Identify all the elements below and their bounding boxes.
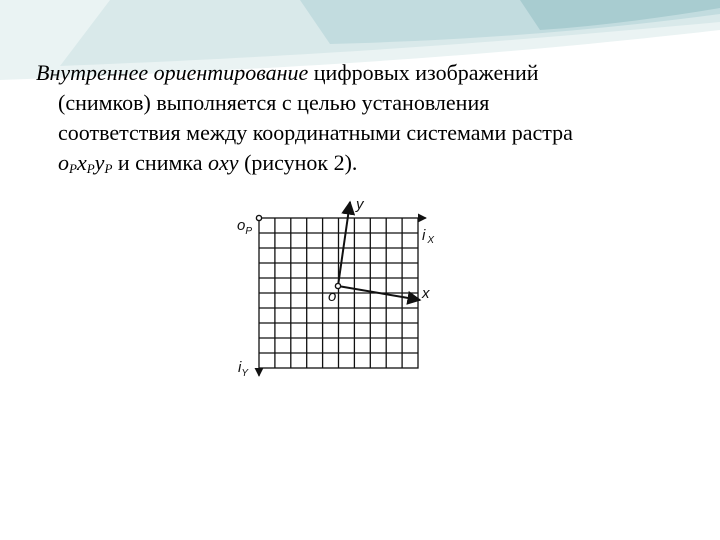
label-y-axis: y <box>356 196 364 213</box>
raster-grid <box>259 218 418 368</box>
raster-coordinate-figure <box>222 190 482 380</box>
label-x-axis: x <box>422 285 430 302</box>
raster-x-sub: P <box>86 161 95 176</box>
raster-o: o <box>58 150 69 175</box>
line1-rest: цифровых изображений <box>308 60 539 85</box>
raster-y: y <box>94 150 105 175</box>
label-o: o <box>328 288 337 305</box>
raster-x: x <box>76 150 87 175</box>
image-system-oxy: oxy <box>208 150 239 175</box>
image-y-axis <box>338 202 350 286</box>
raster-y-sub: P <box>104 161 113 176</box>
label-op: $o_P$ <box>237 217 253 237</box>
line3: соответствия между координатными системами растра <box>58 120 573 145</box>
line2: (снимков) выполняется с целью установления <box>58 90 490 115</box>
line4-middle: и снимка <box>112 150 209 175</box>
term-italic: Внутреннее ориентирование <box>36 60 309 85</box>
label-ix: i $_X$ <box>422 227 435 246</box>
raster-o-sub: P <box>69 161 77 176</box>
line4-end: (рисунок 2). <box>238 150 358 175</box>
raster-origin-point <box>256 215 261 220</box>
label-iy: $i_Y$ <box>238 359 249 379</box>
paragraph <box>36 58 696 178</box>
body-text <box>36 58 696 178</box>
